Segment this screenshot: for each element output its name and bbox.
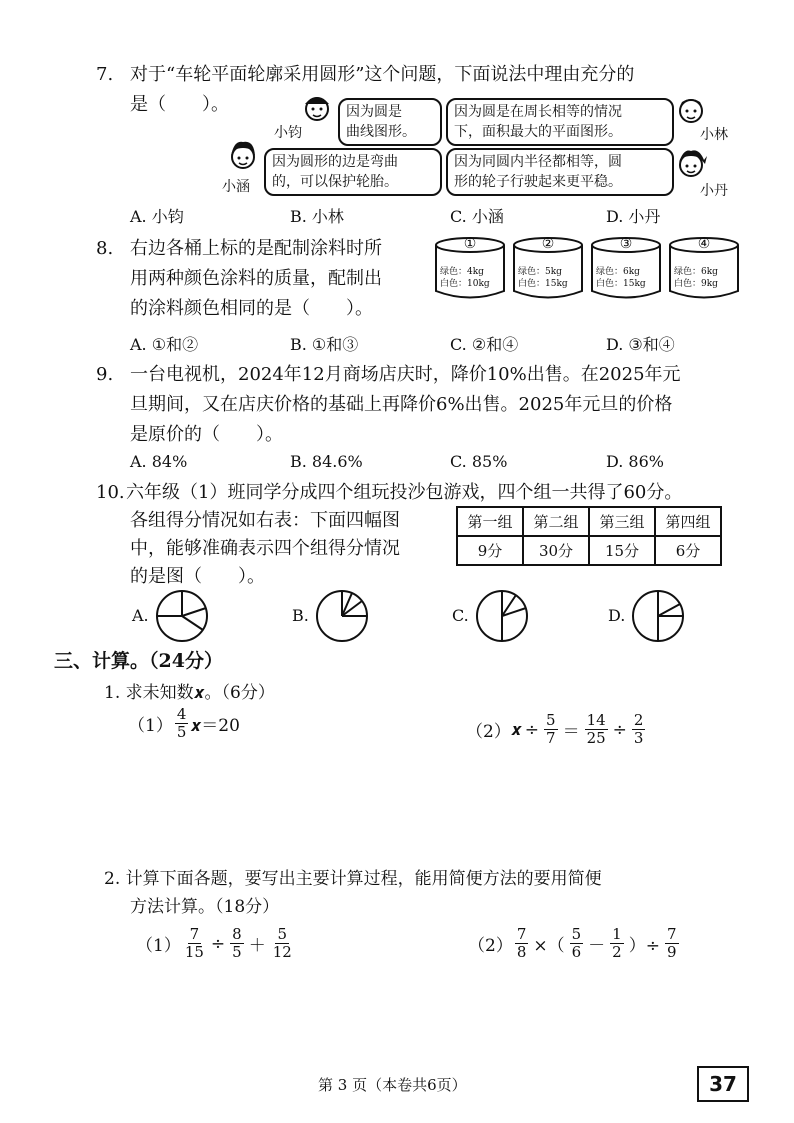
q10-option-b[interactable]: B. [292,606,309,625]
q7-text-line2: 是（ ）。 [130,94,229,115]
q10-option-c[interactable]: C. [452,606,469,625]
speech-bubble-xiaohan: 因为圆形的边是弯曲 的，可以保护轮胎。 [264,148,442,196]
fraction: $\frac{5}{7}$ [546,711,556,747]
pie-chart-d[interactable] [630,588,686,644]
pie-chart-b[interactable] [314,588,370,644]
q7-option-b[interactable]: B. 小林 [290,207,344,226]
fraction: $\frac{1}{2}$ [612,925,622,961]
page-footer-text: 第 3 页（本卷共6页） [318,1076,467,1094]
q9-option-b[interactable]: B. 84.6% [290,452,363,471]
q10-text-line4: 的是图（ ）。 [130,566,265,587]
table-cell: 15分 [589,536,655,565]
equation-1: （1） $\frac{4}{5}$ 𝒙＝20 [128,705,240,741]
q9-text-line3: 是原价的（ ）。 [130,424,283,445]
calc-q2-line1: 2. 计算下面各题，要写出主要计算过程，能用简便方法的要用简便 [104,869,602,889]
pie-chart-a[interactable] [154,588,210,644]
calc-q1-title: 1. 求未知数𝒙。（6分） [104,683,275,703]
equation-2: （2） 𝒙 ÷ $\frac{5}{7}$ ＝ $\frac{14}{25}$ ÷ $\frac{2}{3}$ [466,711,644,747]
q8-text-line3: 的涂料颜色相同的是（ ）。 [130,298,373,319]
pie-chart-c[interactable] [474,588,530,644]
paint-drum-4: ④ 绿色：6kg 白色：9kg [666,236,742,300]
speaker-name-xiaolin: 小林 [700,127,728,143]
xiaodan-face-icon [674,146,708,182]
q8-option-c[interactable]: C. ②和④ [450,335,519,354]
q8-option-d[interactable]: D. ③和④ [606,335,675,354]
xiaolin-face-icon [674,92,708,128]
table-header: 第二组 [523,507,589,536]
q8-option-a[interactable]: A. ①和② [130,335,199,354]
paint-drum-3: ③ 绿色：6kg 白色：15kg [588,236,664,300]
calc-q2-line2: 方法计算。（18分） [130,897,280,917]
q9-option-c[interactable]: C. 85% [450,452,508,471]
fraction: $\frac{7}{8}$ [516,925,527,961]
fraction: $\frac{4}{5}$ [176,705,187,741]
score-table [456,506,722,566]
table-header: 第四组 [655,507,721,536]
q8-text-line2: 用两种颜色涂料的质量，配制出 [130,268,382,289]
speech-bubble-xiaodan: 因为同圆内半径都相等，圆 形的轮子行驶起来更平稳。 [446,148,674,196]
speaker-name-xiaojun: 小钧 [274,125,302,141]
page-number-box: 37 [697,1066,749,1102]
q9-option-d[interactable]: D. 86% [606,452,664,471]
table-header: 第三组 [589,507,655,536]
table-cell: 9分 [457,536,523,565]
q8-number: 8. [96,238,114,259]
q9-text-line1: 一台电视机，2024年12月商场店庆时，降价10%出售。在2025年元 [130,364,681,385]
q7-number: 7. [96,64,114,85]
q9-option-a[interactable]: A. 84% [130,452,188,471]
paint-drum-1: ① 绿色：4kg 白色：10kg [432,236,508,300]
q7-text-line1: 对于“车轮平面轮廓采用圆形”这个问题，下面说法中理由充分的 [130,64,635,85]
q10-text-line3: 中，能够准确表示四个组得分情况 [130,538,400,559]
q10-text-line2: 各组得分情况如右表：下面四幅图 [130,510,400,531]
q7-option-c[interactable]: C. 小涵 [450,207,504,226]
speech-bubble-xiaojun: 因为圆是 曲线图形。 [338,98,442,146]
xiaohan-face-icon [226,138,260,174]
speaker-name-xiaodan: 小丹 [700,183,728,199]
fraction: $\frac{14}{25}$ [586,711,606,747]
equation-4: （2） $\frac{7}{8}$ ×（ $\frac{5}{6}$ － $\frac{1}{2}$ ）÷ $\frac{7}{9}$ [468,925,677,961]
fraction: $\frac{7}{9}$ [666,925,677,961]
xiaojun-face-icon [300,90,334,126]
q7-option-a[interactable]: A. 小钧 [130,207,184,226]
q10-text-line1: 六年级（1）班同学分成四个组玩投沙包游戏，四个组一共得了60分。 [126,482,683,503]
fraction: $\frac{7}{15}$ [184,925,204,961]
q9-text-line2: 旦期间，又在店庆价格的基础上再降价6%出售。2025年元旦的价格 [130,394,673,415]
fraction: $\frac{5}{6}$ [571,925,582,961]
table-cell: 6分 [655,536,721,565]
q9-number: 9. [96,364,114,385]
q8-option-b[interactable]: B. ①和③ [290,335,359,354]
equation-3: （1） $\frac{7}{15}$ ÷ $\frac{8}{5}$ ＋ $\frac{5}{12}$ [136,925,292,961]
fraction: $\frac{2}{3}$ [633,711,644,747]
table-cell: 30分 [523,536,589,565]
q10-option-d[interactable]: D. [608,606,626,625]
speaker-name-xiaohan: 小涵 [222,179,250,195]
section-3-title: 三、计算。（24分） [54,650,223,672]
q7-option-d[interactable]: D. 小丹 [606,207,661,226]
q10-number: 10. [96,482,125,503]
fraction: $\frac{5}{12}$ [272,925,292,961]
table-header: 第一组 [457,507,523,536]
q10-option-a[interactable]: A. [132,606,149,625]
fraction: $\frac{8}{5}$ [232,925,242,961]
paint-drum-2: ② 绿色：5kg 白色：15kg [510,236,586,300]
q8-text-line1: 右边各桶上标的是配制涂料时所 [130,238,382,259]
speech-bubble-xiaolin: 因为圆是在周长相等的情况 下，面积最大的平面图形。 [446,98,674,146]
